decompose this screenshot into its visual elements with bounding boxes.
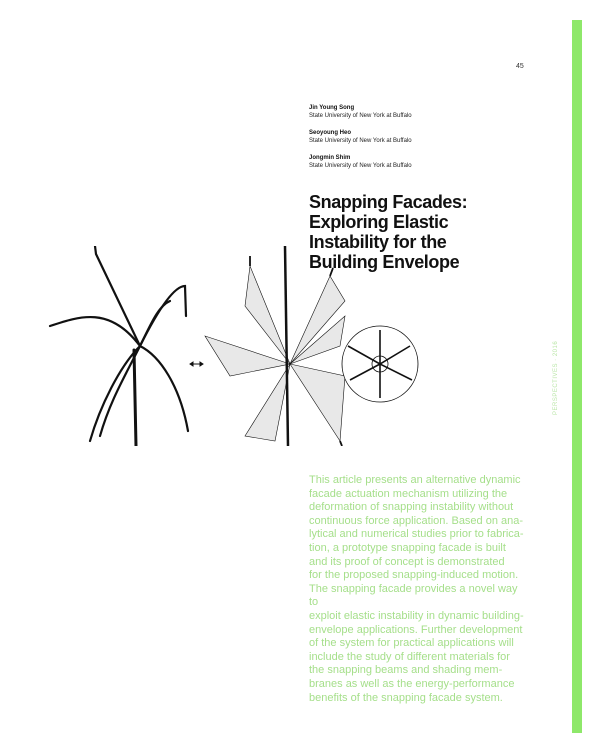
author-name: Jongmin Shim (309, 155, 351, 161)
abstract-line: This article presents an alternative dynamic (309, 474, 521, 486)
joint-detail-callout (342, 326, 418, 402)
abstract-line: lytical and numerical studies prior to fabrica- (309, 528, 524, 541)
abstract-line: of the system for practical applications will (309, 637, 514, 650)
title-line: Instability for the (309, 232, 447, 252)
abstract-line: branes as well as the energy-performance (309, 677, 515, 690)
snapping-facade-figure (40, 246, 440, 446)
page-number: 45 (516, 63, 524, 70)
snapped-frame-drawing (205, 246, 345, 446)
abstract-line: exploit elastic instability in dynamic building- (309, 609, 524, 622)
abstract-line: continuous force application. Based on ana- (309, 514, 524, 527)
author-list (309, 104, 529, 179)
margin-color-bar (572, 20, 582, 733)
abstract-line: The snapping facade provides a novel way to (309, 582, 518, 609)
abstract-line: the snapping beams and shading mem- (309, 664, 503, 677)
abstract-line: tion, a prototype snapping facade is built (309, 541, 506, 554)
abstract-line: for the proposed snapping-induced motion. (309, 569, 519, 582)
transition-arrow (190, 362, 203, 366)
abstract-line: envelope applications. Further development (309, 623, 523, 636)
author-affiliation: State University of New York at Buffalo (309, 138, 412, 144)
abstract (309, 474, 527, 705)
unsnapped-frame-drawing (50, 246, 188, 446)
abstract-line: facade actuation mechanism utilizing the (309, 487, 508, 500)
abstract-line: benefits of the snapping facade system. (309, 691, 503, 704)
title-line: Exploring Elastic (309, 212, 449, 232)
title-line: Snapping Facades: (309, 192, 468, 212)
author-entry (309, 154, 529, 170)
title-line: Building Envelope (309, 252, 460, 272)
abstract-line: deformation of snapping instability without (309, 501, 514, 514)
author-name: Jin Young Song (309, 105, 355, 111)
author-entry (309, 104, 529, 120)
section-side-label: PERSPECTIVES · 2016 (553, 340, 559, 415)
abstract-line: and its proof of concept is demonstrated (309, 555, 505, 568)
author-affiliation: State University of New York at Buffalo (309, 113, 412, 119)
author-entry (309, 129, 529, 145)
abstract-line: include the study of different materials for (309, 650, 510, 663)
author-name: Seoyoung Heo (309, 130, 352, 136)
author-affiliation: State University of New York at Buffalo (309, 163, 412, 169)
